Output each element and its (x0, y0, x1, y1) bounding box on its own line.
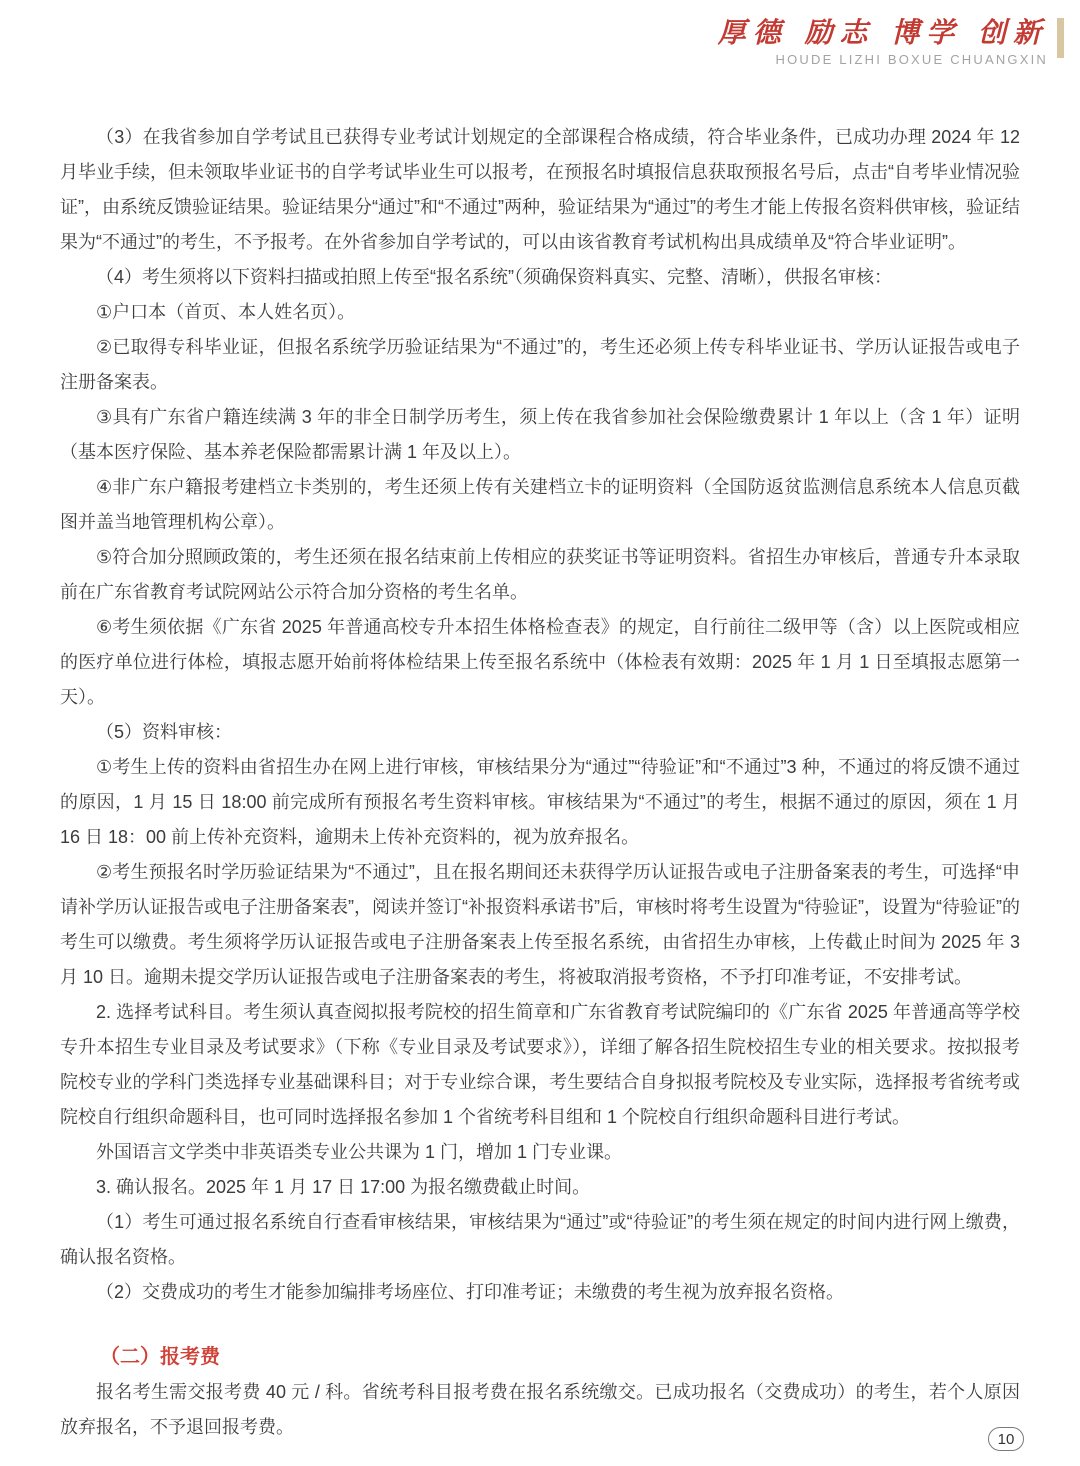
body-paragraph: （4）考生须将以下资料扫描或拍照上传至“报名系统”（须确保资料真实、完整、清晰），供报名审核： (96, 267, 892, 287)
document-body (60, 120, 1020, 1445)
page-number: 10 (997, 1430, 1015, 1448)
body-paragraph: ⑥考生须依据《广东省 2025 年普通高校专升本招生体格检查表》的规定，自行前往二级甲等（含）以上医院或相应的医疗单位进行体检，填报志愿开始前将体检结果上传至报名系统中（体检表有效期：2025 年 1 月 1 日至填报志愿第一天）。 (60, 617, 1020, 707)
school-motto-chinese: 厚德 励志 博学 创新 (717, 16, 1048, 49)
section-heading-fee: （二）报考费 (100, 1346, 220, 1368)
body-paragraph: ②考生预报名时学历验证结果为“不通过”，且在报名期间还未获得学历认证报告或电子注册备案表的考生，可选择“申请补学历认证报告或电子注册备案表”，阅读并签订“补报资料承诺书”后，审核时将考生设置为“待验证”，设置为“待验证”的考生可以缴费。考生须将学历认证报告或电子注册备案表上传至报名系统，由省招生办审核，上传截止时间为 2025 年 3 月 10 日。逾期未提交学历认证报告或电子注册备案表的考生，将被取消报考资格，不予打印准考证，不安排考试。 (60, 862, 1020, 987)
page-header (718, 18, 1048, 70)
school-motto-pinyin: HOUDE LIZHI BOXUE CHUANGXIN (775, 52, 1048, 67)
body-paragraph: ①考生上传的资料由省招生办在网上进行审核，审核结果分为“通过”“待验证”和“不通过”3 种，不通过的将反馈不通过的原因，1 月 15 日 18:00 前完成所有预报名考生资料审核。审核结果为“不通过”的考生，根据不通过的原因，须在 1 月 16 日 18：00 前上传补充资料，逾期未上传补充资料的，视为放弃报名。 (60, 757, 1020, 847)
body-paragraph: ⑤符合加分照顾政策的，考生还须在报名结束前上传相应的获奖证书等证明资料。省招生办审核后，普通专升本录取前在广东省教育考试院网站公示符合加分资格的考生名单。 (60, 547, 1020, 602)
body-paragraph: 3. 确认报名。2025 年 1 月 17 日 17:00 为报名缴费截止时间。 (96, 1177, 591, 1197)
body-paragraph: （1）考生可通过报名系统自行查看审核结果，审核结果为“通过”或“待验证”的考生须在规定的时间内进行网上缴费，确认报名资格。 (60, 1212, 1020, 1267)
body-paragraph: ④非广东户籍报考建档立卡类别的，考生还须上传有关建档立卡的证明资料（全国防返贫监测信息系统本人信息页截图并盖当地管理机构公章）。 (60, 477, 1020, 532)
page-number-badge (988, 1427, 1024, 1451)
fee-paragraph: 报名考生需交报考费 40 元 / 科。省统考科目报考费在报名系统缴交。已成功报名（交费成功）的考生，若个人原因放弃报名，不予退回报考费。 (60, 1382, 1020, 1437)
body-paragraph: ②已取得专科毕业证，但报名系统学历验证结果为“不通过”的，考生还必须上传专科毕业证书、学历认证报告或电子注册备案表。 (60, 337, 1020, 392)
body-paragraph: 外国语言文学类中非英语类专业公共课为 1 门，增加 1 门专业课。 (96, 1142, 623, 1162)
body-paragraph: （2）交费成功的考生才能参加编排考场座位、打印准考证；未缴费的考生视为放弃报名资格。 (96, 1282, 845, 1302)
body-paragraph: （3）在我省参加自学考试且已获得专业考试计划规定的全部课程合格成绩，符合毕业条件，已成功办理 2024 年 12 月毕业手续，但未领取毕业证书的自学考试毕业生可以报考，在预报名时填报信息获取预报名号后，点击“自考毕业情况验证”，由系统反馈验证结果。验证结果分“通过”和“不通过”两种，验证结果为“通过”的考生才能上传报名资料供审核，验证结果为“不通过”的考生，不予报考。在外省参加自学考试的，可以由该省教育考试机构出具成绩单及“符合毕业证明”。 (60, 127, 1020, 252)
header-accent-bar (1057, 18, 1064, 58)
body-paragraph: （5）资料审核： (96, 722, 233, 742)
body-paragraph: ③具有广东省户籍连续满 3 年的非全日制学历考生，须上传在我省参加社会保险缴费累计 1 年以上（含 1 年）证明（基本医疗保险、基本养老保险都需累计满 1 年及以上）。 (60, 407, 1020, 462)
body-paragraph: 2. 选择考试科目。考生须认真查阅拟报考院校的招生简章和广东省教育考试院编印的《广东省 2025 年普通高等学校专升本招生专业目录及考试要求》（下称《专业目录及考试要求》），详细了解各招生院校招生专业的相关要求。按拟报考院校专业的学科门类选择专业基础课科目；对于专业综合课，考生要结合自身拟报考院校及专业实际，选择报考省统考或院校自行组织命题科目，也可同时选择报名参加 1 个省统考科目组和 1 个院校自行组织命题科目进行考试。 (60, 1002, 1020, 1127)
body-paragraph: ①户口本（首页、本人姓名页）。 (96, 302, 356, 322)
